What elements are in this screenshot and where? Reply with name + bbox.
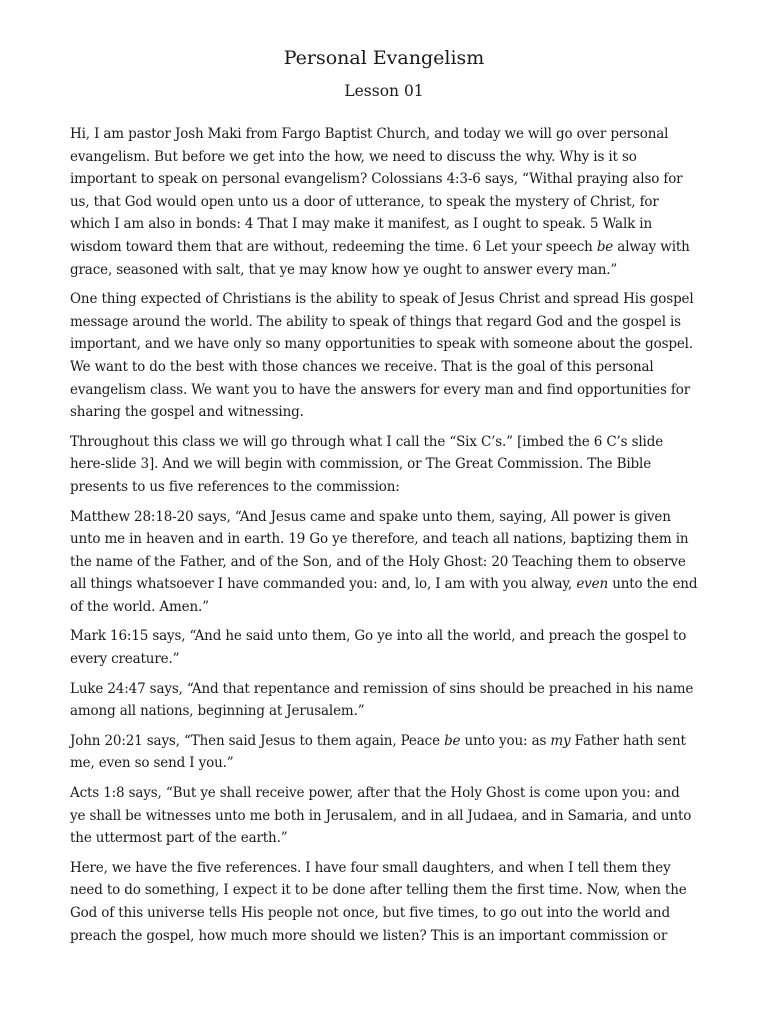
paragraph-text: Throughout this class we will go through what I call the “Six C’s.” [imbed the 6 C’s slide here-slide 3]. And we will begin with commission, or The Great Commission. The Bible presents to us five references to the commission: bbox=[70, 433, 664, 495]
body-paragraph bbox=[70, 625, 698, 670]
body-paragraph bbox=[70, 730, 698, 775]
paragraph-text: unto the end of the world. Amen.” bbox=[70, 576, 698, 615]
body-paragraph bbox=[70, 431, 698, 499]
page-title: Personal Evangelism bbox=[283, 47, 485, 69]
body-paragraph bbox=[70, 123, 698, 281]
paragraph-text: Matthew 28:18-20 says, “And Jesus came and spake unto them, saying, All power is given unto me in heaven and in earth. 19 Go ye therefore, and teach all nations, baptizing them in the name of the Father, and of the Son, and of the Holy Ghost: 20 Teaching them to observe all things whatsoever I have commanded you: and, lo, I am with you alway, bbox=[70, 508, 689, 593]
lesson-subtitle: Lesson 01 bbox=[344, 82, 424, 100]
paragraph-text: Hi, I am pastor Josh Maki from Fargo Baptist Church, and today we will go over personal evangelism. But before we get into the how, we need to discuss the why. Why is it so important to speak on personal evangelism? Colossians 4:3-6 says, “Withal praying also for us, that God would open unto us a door of utterance, to speak the mystery of Christ, for which I am also in bonds: 4 That I may make it manifest, as I ought to speak. 5 Walk in wisdom toward them that are without, redeeming the time. 6 Let your speech bbox=[70, 126, 683, 255]
italic-text: be bbox=[596, 238, 614, 255]
paragraph-text: Luke 24:47 says, “And that repentance and remission of sins should be preached in his name among all nations, beginning at Jerusalem.” bbox=[70, 680, 694, 720]
body-paragraph bbox=[70, 506, 698, 619]
body-paragraph bbox=[70, 857, 698, 947]
italic-text: my bbox=[550, 732, 571, 749]
paragraph-text: One thing expected of Christians is the ability to speak of Jesus Christ and spread His gospel message around the world. The ability to speak of things that regard God and the gospel is important, and we have only so many opportunities to speak with someone about the gospel. We want to do the best with those chances we receive. That is the goal of this personal evangelism class. We want you to have the answers for every man and find opportunities for sharing the gospel and witnessing. bbox=[70, 291, 694, 421]
paragraph-text: Mark 16:15 says, “And he said unto them, Go ye into all the world, and preach the gospel to every creature.” bbox=[70, 628, 687, 668]
paragraph-text: Father hath sent me, even so send I you.” bbox=[70, 732, 686, 772]
paragraph-text: John 20:21 says, “Then said Jesus to them again, Peace bbox=[70, 732, 445, 749]
document-body bbox=[70, 123, 698, 947]
paragraph-text: Here, we have the five references. I have four small daughters, and when I tell them they need to do something, I expect it to be done after telling them the first time. Now, when the God of this universe tells His people not once, but five times, to go out into the world and preach the gospel, how much more should we listen? This is an important commission or bbox=[70, 859, 687, 944]
body-paragraph bbox=[70, 288, 698, 424]
paragraph-text: alway with grace, seasoned with salt, that ye may know how ye ought to answer every man.” bbox=[70, 238, 690, 278]
italic-text: even bbox=[576, 576, 609, 593]
body-paragraph bbox=[70, 678, 698, 723]
paragraph-text: Acts 1:8 says, “But ye shall receive power, after that the Holy Ghost is come upon you: and ye shall be witnesses unto me both in Jerusalem, and in all Judaea, and in Samaria, and unto the uttermost part of the earth.” bbox=[70, 785, 692, 847]
italic-text: be bbox=[444, 732, 461, 749]
body-paragraph bbox=[70, 782, 698, 850]
paragraph-text: unto you: as bbox=[460, 732, 551, 749]
